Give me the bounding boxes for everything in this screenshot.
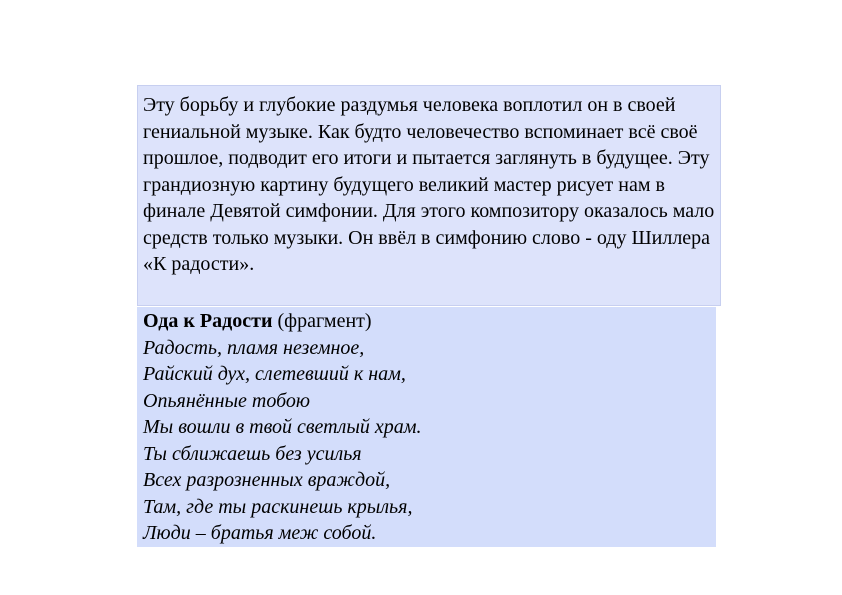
poem-line: Всех разрозненных враждой, — [143, 469, 391, 491]
poem-subtitle: (фрагмент) — [277, 310, 372, 332]
poem-box — [137, 307, 716, 547]
poem-line: Там, где ты раскинешь крылья, — [143, 495, 413, 518]
poem-heading — [143, 308, 710, 335]
poem-line: Опьянённые тобою — [143, 389, 310, 412]
poem-line: Люди – братья меж собой. — [143, 522, 377, 544]
poem-line: Радость, пламя неземное, — [143, 336, 365, 359]
poem-line: Ты сближаешь без усилья — [143, 442, 362, 465]
intro-paragraph-text: Эту борьбу и глубокие раздумья человека воплотил он в своей гениальной музыке. Как будто человечество вспоминает всё своё прошлое, подводит его итоги и пытается заглянуть в будущее. Эту грандиозную картину будущего великий мастер рисует нам в финале Девятой симфонии. Для этого композитору оказалось мало средств только музыки. Он ввёл в симфонию слово - оду Шиллера «К радости». — [143, 94, 715, 275]
intro-paragraph-box — [137, 85, 721, 306]
poem-title: Ода к Радости — [143, 310, 273, 332]
poem-line: Мы вошли в твой светлый храм. — [143, 416, 422, 438]
poem-line: Райский дух, слетевший к нам, — [143, 363, 406, 385]
